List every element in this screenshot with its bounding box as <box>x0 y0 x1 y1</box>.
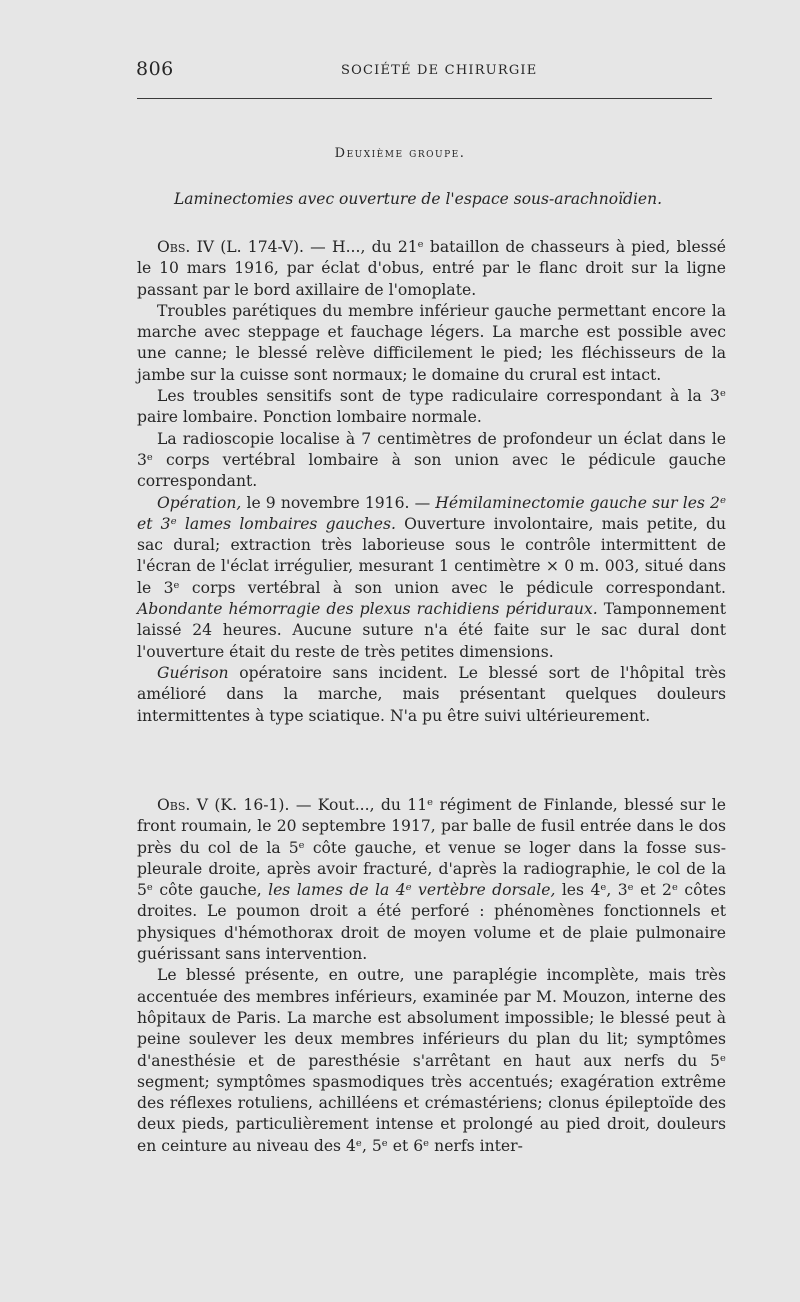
obs5-intro <box>137 795 726 965</box>
healing-label: Guérison <box>157 663 229 682</box>
observation-4 <box>137 237 726 727</box>
obs4-paragraph-2: Troubles parétiques du membre inférieur gauche permettant encore la marche avec steppage et fauchage légers. La marche est possible avec une canne; le blessé relève difficilement le pied; les fléchisseurs de la jambe sur la cuisse sont normaux; le domaine du crural est intact. <box>137 301 726 384</box>
running-title: SOCIÉTÉ DE CHIRURGIE <box>341 63 538 78</box>
obs5-intro-a: V (K. 16-1). — Kout..., du 11ᵉ régiment de Finlande, blessé sur le front roumain, le 20 septembre 1917, par balle de fusil entrée dans le dos près du col de la 5ᵉ côte gauche, et venue se loger dans la fosse sus-pleurale droite, après avoir fracturé, d'après la radiographie, le col de la 5ᵉ côte gauche, <box>137 796 726 900</box>
operation-label: Opération, <box>157 493 242 512</box>
obs4-paragraph-4: La radioscopie localise à 7 centimètres de profondeur un éclat dans le 3ᵉ corps vertébral lombaire à son union avec le pédicule gauche correspondant. <box>137 429 726 491</box>
obs5-paragraph-2: Le blessé présente, en outre, une paraplégie incomplète, mais très accentuée des membres inférieurs, examinée par M. Mouzon, interne des hôpitaux de Paris. La marche est absolument impossible; le blessé peut à peine soulever les deux membres inférieurs du plan du lit; symptômes d'anesthésie et de paresthésie s'arrêtant en haut aux nerfs du 5ᵉ segment; symptômes spasmodiques très accentués; exagération extrême des réflexes rotuliens, achilléens et crémastériens; clonus épileptoïde des deux pieds, particulièrement intense et prolongé au pied droit, douleurs en ceinture au niveau des 4ᵉ, 5ᵉ et 6ᵉ nerfs inter- <box>137 966 726 1155</box>
observation-5 <box>137 795 726 1157</box>
operation-date: le 9 novembre 1916. — <box>241 493 436 512</box>
operation-text: Ouverture involontaire, mais petite, du sac dural; extraction très laborieuse sous le contrôle intermittent de l'écran de l'éclat irrégulier, mesurant 1 centimètre × 0 m. 003, situé dans le 3ᵉ corps vertébral à son union avec le pédicule correspondant. <box>137 514 726 597</box>
obs4-healing <box>137 663 726 727</box>
obs4-operation <box>137 493 726 663</box>
hemorrhage-note: Abondante hémorragie des plexus rachidiens périduraux. <box>137 600 598 619</box>
obs4-paragraph-3: Les troubles sensitifs sont de type radiculaire correspondant à la 3ᵉ paire lombaire. Ponction lombaire normale. <box>137 387 726 427</box>
obs-label: Obs. <box>157 238 191 256</box>
obs4-intro-text: IV (L. 174-V). — H..., du 21ᵉ bataillon de chasseurs à pied, blessé le 10 mars 1916, par éclat d'obus, entré par le flanc droit sur la ligne passant par le bord axillaire de l'omoplate. <box>137 238 726 299</box>
section-subheading: Laminectomies avec ouverture de l'espace sous-arachnoïdien. <box>173 190 662 208</box>
header-rule <box>137 98 712 99</box>
obs-label: Obs. <box>157 796 191 814</box>
page-header <box>136 58 726 82</box>
obs5-intro-italic: les lames de la 4ᵉ vertèbre dorsale, <box>268 881 556 900</box>
healing-text: opératoire sans incident. Le blessé sort de l'hôpital très amélioré dans la marche, mais présentant quelques douleurs intermittentes à type sciatique. N'a pu être suivi ultérieurement. <box>137 663 726 725</box>
operation-title: Hémilaminectomie gauche sur les 2ᵉ et 3ᵉ lames lombaires gauches. <box>137 493 726 533</box>
obs5-intro-b: les 4ᵉ, 3ᵉ et 2ᵉ côtes droites. Le poumon droit a été perforé : phénomènes fonctionnels et physiques d'hémothorax droit de moyen volume et de plaie pulmonaire guérissant sans intervention. <box>137 881 726 964</box>
section-heading: Deuxième groupe. <box>334 146 466 161</box>
page-number: 806 <box>136 58 174 80</box>
obs4-intro <box>137 237 726 301</box>
operation-end: Tamponnement laissé 24 heures. Aucune suture n'a été faite sur le sac dural dont l'ouverture était du reste de très petites dimensions. <box>137 600 726 661</box>
